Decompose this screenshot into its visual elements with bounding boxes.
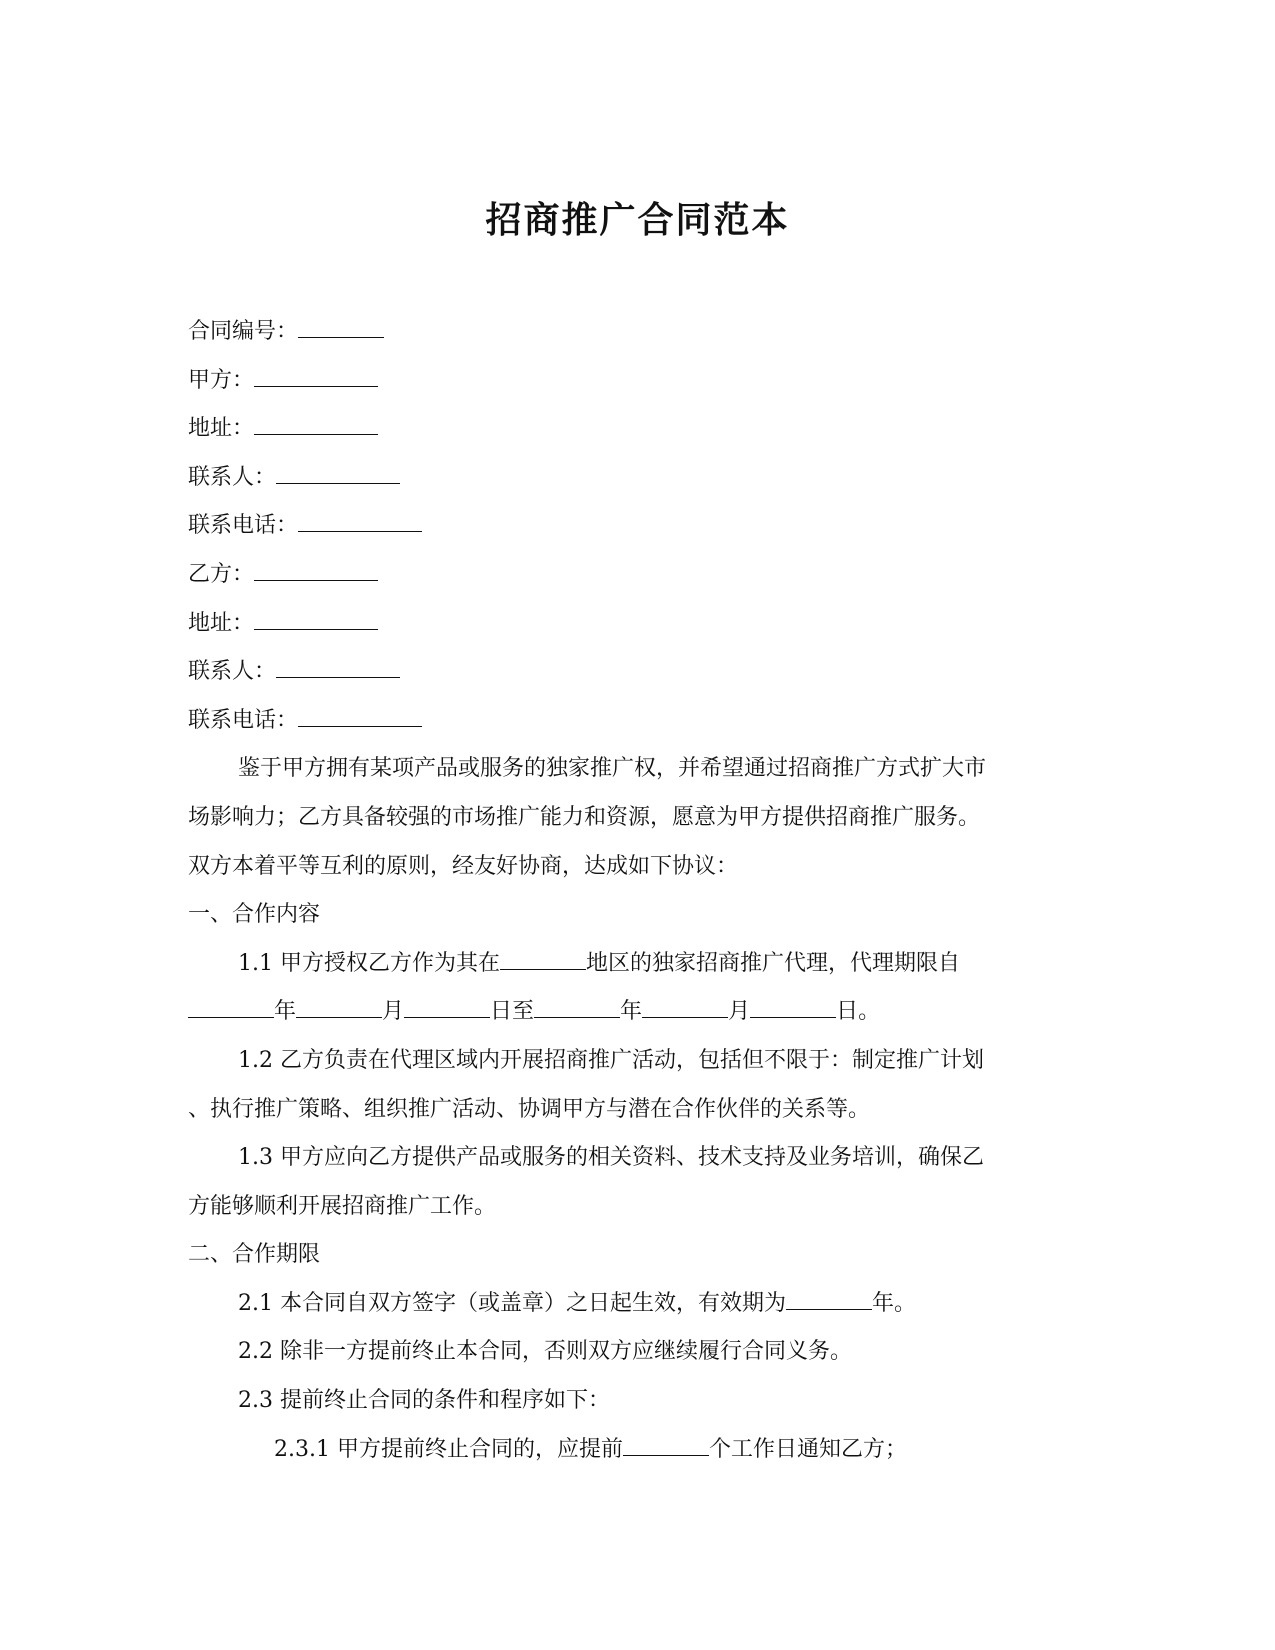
party-b-address-line [188, 600, 1088, 649]
clause-2-1-part1: 2.1 本合同自双方签字（或盖章）之日起生效，有效期为 [238, 1290, 786, 1316]
start-year-blank [188, 989, 274, 1018]
start-month-label: 月 [382, 999, 405, 1025]
party-b-line [188, 551, 1088, 600]
party-b-phone-blank [298, 698, 422, 727]
party-b-contact-label: 联系人： [188, 659, 277, 685]
clause-1-1-line-1 [188, 940, 1088, 989]
contract-no-blank [298, 309, 384, 338]
party-a-address-label: 地址： [188, 416, 255, 442]
end-year-blank [534, 989, 620, 1018]
party-a-line [188, 357, 1088, 406]
party-b-label: 乙方： [188, 561, 255, 587]
clause-2-1 [188, 1280, 1088, 1329]
start-month-blank [296, 989, 382, 1018]
party-b-contact-line [188, 648, 1088, 697]
party-a-contact-line [188, 454, 1088, 503]
party-a-address-line [188, 405, 1088, 454]
validity-years-blank [786, 1281, 872, 1310]
party-b-address-blank [254, 601, 378, 630]
notice-days-blank [623, 1427, 709, 1456]
clause-2-3: 2.3 提前终止合同的条件和程序如下： [238, 1388, 610, 1414]
preamble-line-2: 场影响力；乙方具备较强的市场推广能力和资源，愿意为甲方提供招商推广服务。 [188, 804, 981, 830]
end-year-label: 年 [620, 999, 643, 1025]
clause-2-3-1-part2: 个工作日通知乙方； [708, 1436, 907, 1462]
end-month-blank [642, 989, 728, 1018]
contract-no-line [188, 308, 1088, 357]
preamble-line-1: 鉴于甲方拥有某项产品或服务的独家推广权，并希望通过招商推广方式扩大市 [238, 756, 987, 782]
party-a-contact-blank [276, 455, 400, 484]
clause-2-1-part2: 年。 [871, 1290, 916, 1316]
party-b-blank [254, 552, 378, 581]
clause-1-1-part2: 地区的独家招商推广代理，代理期限自 [585, 950, 960, 976]
clause-1-2-line-2: 、执行推广策略、组织推广活动、协调甲方与潜在合作伙伴的关系等。 [188, 1096, 871, 1122]
clause-1-3-line-2: 方能够顺利开展招商推广工作。 [188, 1193, 497, 1219]
preamble-line-3: 双方本着平等互利的原则，经友好协商，达成如下协议： [188, 853, 739, 879]
page-title: 招商推广合同范本 [485, 199, 790, 241]
party-a-contact-label: 联系人： [188, 464, 277, 490]
party-a-address-blank [254, 406, 378, 435]
clause-2-2: 2.2 除非一方提前终止本合同，否则双方应继续履行合同义务。 [238, 1339, 852, 1365]
clause-1-1-part1: 1.1 甲方授权乙方作为其在 [238, 950, 500, 976]
start-year-label: 年 [274, 999, 297, 1025]
region-blank [500, 941, 586, 970]
party-a-phone-line [188, 502, 1088, 551]
party-a-phone-label: 联系电话： [188, 513, 299, 539]
start-day-label: 日至 [490, 999, 535, 1025]
clause-2-3-1 [188, 1426, 1088, 1475]
clause-2-3-1-part1: 2.3.1 甲方提前终止合同的，应提前 [274, 1436, 623, 1462]
party-b-address-label: 地址： [188, 610, 255, 636]
clause-1-3-line-1: 1.3 甲方应向乙方提供产品或服务的相关资料、技术支持及业务培训，确保乙 [238, 1145, 984, 1171]
contract-no-label: 合同编号： [188, 319, 299, 344]
party-a-phone-blank [298, 503, 422, 532]
party-b-phone-line [188, 697, 1088, 746]
end-day-blank [750, 989, 836, 1018]
section-2-heading: 二、合作期限 [188, 1242, 321, 1268]
end-month-label: 月 [728, 999, 751, 1025]
party-a-label: 甲方： [188, 367, 255, 393]
party-a-blank [254, 358, 378, 387]
party-b-contact-blank [276, 649, 400, 678]
start-day-blank [404, 989, 490, 1018]
section-1-heading: 一、合作内容 [188, 902, 321, 928]
clause-1-1-line-2 [188, 988, 1088, 1037]
clause-1-2-line-1: 1.2 乙方负责在代理区域内开展招商推广活动，包括但不限于：制定推广计划 [238, 1047, 984, 1073]
party-b-phone-label: 联系电话： [188, 707, 299, 733]
contract-body [188, 308, 1088, 1474]
end-day-label: 日。 [836, 999, 881, 1025]
